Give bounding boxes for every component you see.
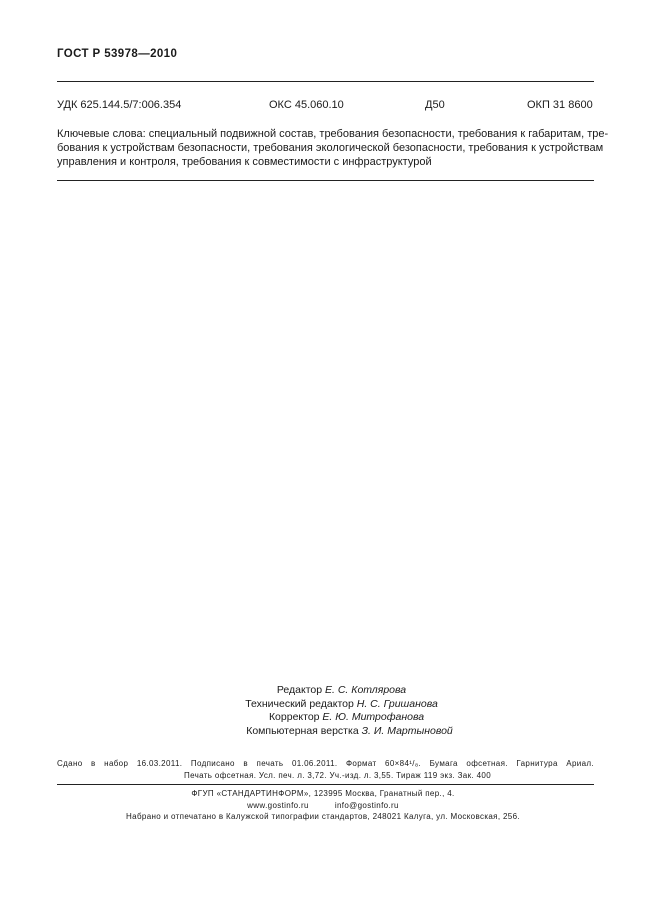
keywords-line: управления и контроля, требования к совместимости с инфраструктурой xyxy=(57,156,432,168)
imprint-line: Печать офсетная. Усл. печ. л. 3,72. Уч.-изд. л. 3,55. Тираж 119 экз. Зак. 400 xyxy=(184,771,491,780)
keywords-line: Ключевые слова: специальный подвижной состав, требования безопасности, требования к габаритам, тре- xyxy=(57,128,609,140)
top-divider xyxy=(57,81,594,82)
credit-role: Технический редактор xyxy=(245,697,354,710)
udk-code: УДК 625.144.5/7:006.354 xyxy=(57,99,182,111)
publisher-contacts xyxy=(0,800,646,812)
keywords-line: бования к устройствам безопасности, требования экологической безопасности, требования к устройствам xyxy=(57,142,604,154)
credit-name: Е. С. Котлярова xyxy=(325,684,407,696)
credit-role: Редактор xyxy=(276,684,323,696)
credit-role: Компьютерная верстка xyxy=(246,724,359,737)
printing-house: Набрано и отпечатано в Калужской типографии стандартов, 248021 Калуга, ул. Московская, 256. xyxy=(126,812,520,821)
credit-role: Корректор xyxy=(268,711,320,723)
credit-editor xyxy=(0,684,646,698)
standard-number: ГОСТ Р 53978—2010 xyxy=(57,48,178,60)
keywords-divider xyxy=(57,180,594,181)
credit-corrector xyxy=(0,711,646,725)
keywords-block xyxy=(57,127,609,169)
okp-code: ОКП 31 8600 xyxy=(527,99,593,111)
imprint-divider xyxy=(57,784,594,785)
imprint-line: Сдано в набор 16.03.2011. Подписано в печать 01.06.2011. Формат 60×84¹/₈. Бумага офсетная. Гарнитура Ариал. xyxy=(57,759,594,768)
publisher-block xyxy=(0,788,646,823)
publisher-address: ФГУП «СТАНДАРТИНФОРМ», 123995 Москва, Гранатный пер., 4. xyxy=(191,789,455,798)
print-imprint xyxy=(57,758,594,782)
oks-code: ОКС 45.060.10 xyxy=(269,99,344,111)
credit-tech-editor xyxy=(0,698,646,712)
credit-layout xyxy=(0,725,646,739)
group-code: Д50 xyxy=(425,99,445,111)
credits-block xyxy=(0,684,646,738)
publisher-website-link[interactable]: www.gostinfo.ru xyxy=(247,800,309,810)
publisher-email-link[interactable]: info@gostinfo.ru xyxy=(334,800,399,810)
credit-name: Е. Ю. Митрофанова xyxy=(322,711,425,723)
credit-name: З. И. Мартыновой xyxy=(361,724,453,737)
credit-name: Н. С. Гришанова xyxy=(356,697,438,710)
